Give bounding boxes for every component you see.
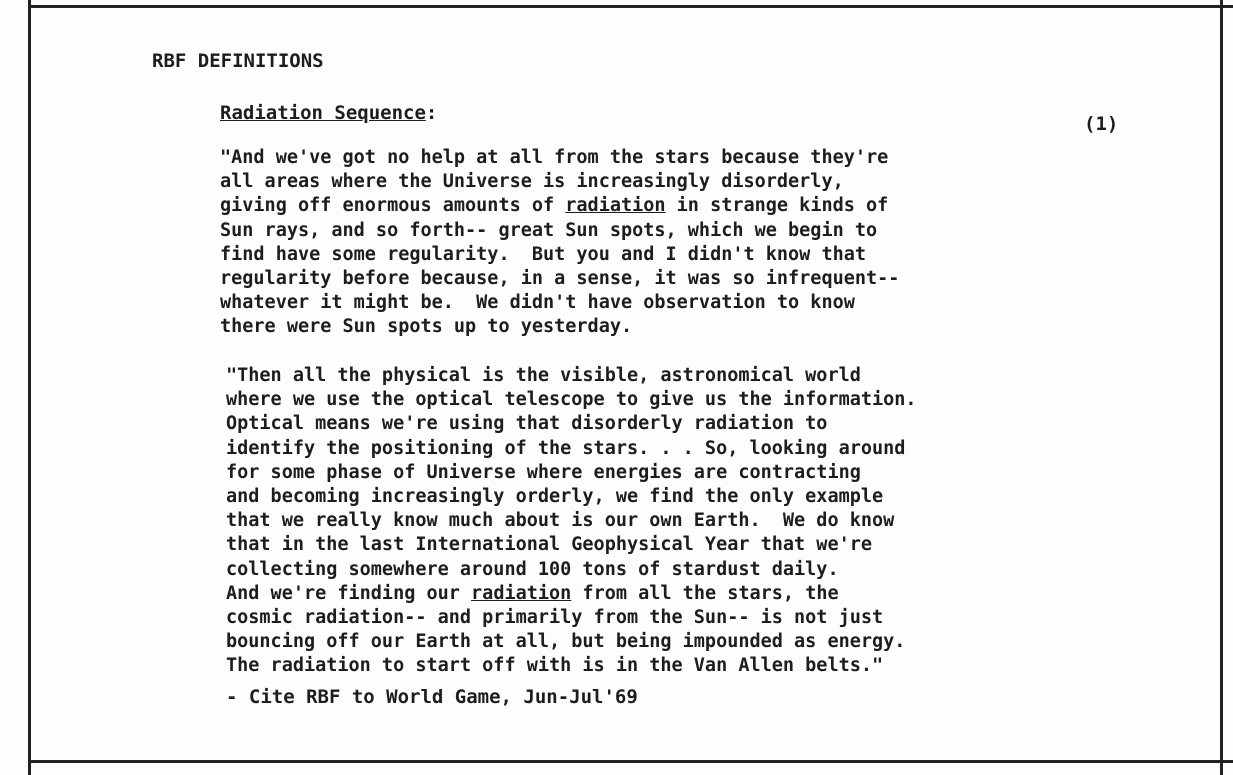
text-line (226, 437, 917, 461)
page-number: (1) (1084, 113, 1119, 135)
text-line (226, 509, 917, 533)
text-segment: all areas where the Universe is increasingly disorderly, (220, 171, 844, 193)
text-line (220, 170, 899, 194)
text-line (226, 364, 917, 388)
underlined-term: radiation (471, 582, 572, 604)
text-line (220, 194, 899, 218)
text-segment: there were Sun spots up to yesterday. (220, 316, 633, 338)
text-segment: where we use the optical telescope to give us the information. (226, 389, 917, 411)
text-segment: identify the positioning of the stars. . . So, looking around (226, 437, 906, 459)
text-segment: find have some regularity. But you and I didn't know that (220, 243, 867, 265)
citation: - Cite RBF to World Game, Jun-Jul'69 (226, 686, 638, 708)
text-line (220, 291, 899, 315)
text-segment: Optical means we're using that disorderly radiation to (226, 413, 828, 435)
quote-paragraph-2 (226, 364, 917, 678)
card-border-left (28, 0, 31, 775)
text-segment: regularity before because, in a sense, it was so infrequent-- (220, 267, 900, 289)
section-title (220, 102, 437, 124)
text-segment: And we're finding our (226, 582, 472, 604)
text-segment: that in the last International Geophysical Year that we're (226, 534, 873, 556)
card-border-top (28, 5, 1233, 8)
text-line (220, 219, 899, 243)
text-segment: "Then all the physical is the visible, astronomical world (226, 365, 861, 386)
text-line (226, 606, 917, 630)
text-segment: that we really know much about is our own Earth. We do know (226, 510, 895, 532)
section-title-text: Radiation Sequence (220, 102, 426, 124)
text-segment: "And we've got no help at all from the stars because they're (220, 147, 889, 168)
text-line (226, 485, 917, 509)
text-segment: in strange kinds of (665, 195, 889, 217)
text-line (220, 315, 899, 339)
document-heading: RBF DEFINITIONS (152, 50, 324, 72)
text-segment: and becoming increasingly orderly, we find the only example (226, 485, 884, 507)
section-title-colon: : (425, 102, 438, 124)
text-line (226, 412, 917, 436)
text-line (220, 267, 899, 291)
text-segment: from all the stars, the (571, 582, 839, 604)
text-line (226, 558, 917, 582)
quote-paragraph-1 (220, 146, 899, 340)
text-line (226, 388, 917, 412)
text-segment: bouncing off our Earth at all, but being impounded as energy. (226, 631, 906, 653)
text-line (220, 243, 899, 267)
text-segment: giving off enormous amounts of (220, 195, 566, 217)
card-border-bottom (28, 760, 1233, 763)
text-segment: The radiation to start off with is in the Van Allen belts." (226, 655, 884, 677)
text-line (226, 654, 917, 678)
text-segment: for some phase of Universe where energies are contracting (226, 461, 861, 483)
card-border-right (1220, 0, 1223, 775)
underlined-term: radiation (565, 195, 666, 217)
text-segment: whatever it might be. We didn't have observation to know (220, 292, 855, 314)
text-line (220, 146, 899, 170)
text-segment: Sun rays, and so forth-- great Sun spots, which we begin to (220, 219, 878, 241)
text-line (226, 461, 917, 485)
text-segment: cosmic radiation-- and primarily from the Sun-- is not just (226, 606, 884, 628)
text-segment: collecting somewhere around 100 tons of stardust daily. (226, 558, 839, 580)
text-line (226, 630, 917, 654)
text-line (226, 582, 917, 606)
text-line (226, 533, 917, 557)
